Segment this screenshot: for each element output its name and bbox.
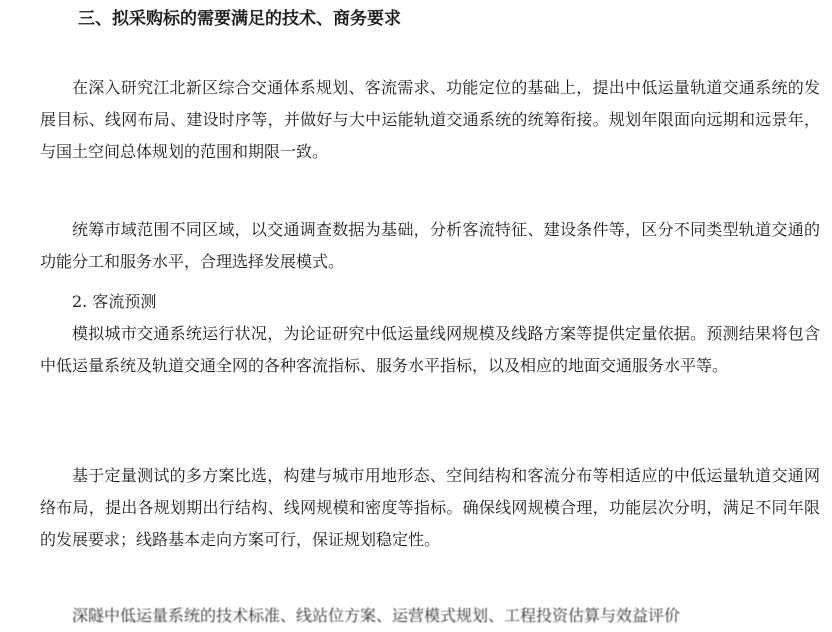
paragraph-network-layout: 基于定量测试的多方案比选，构建与城市用地形态、空间结构和客流分布等相适应的中低运量轨道交通网络布局，提出各规划期出行结构、线网规模和密度等指标。确保线网规模合理，功能层次分明，满足不同年限的发展要求；线路基本走向方案可行，保证规划稳定性。 xyxy=(40,466,820,549)
section-heading: 三、拟采购标的需要满足的技术、商务要求 xyxy=(78,9,401,29)
subheading-passenger-forecast: 2. 客流预测 xyxy=(72,292,157,311)
partially-visible-line: 深隧中低运量系统的技术标准、线站位方案、运营模式规划、工程投资估算与效益评价 xyxy=(72,606,681,625)
paragraph-planning-goals: 在深入研究江北新区综合交通体系规划、客流需求、功能定位的基础上，提出中低运量轨道交通系统的发展目标、线网布局、建设时序等，并做好与大中运能轨道交通系统的统筹衔接。规划年限面向远期和远景年，与国土空间总体规划的范围和期限一致。 xyxy=(40,78,820,161)
paragraph-traffic-simulation: 模拟城市交通系统运行状况，为论证研究中低运量线网规模及线路方案等提供定量依据。预测结果将包含中低运量系统及轨道交通全网的各种客流指标、服务水平指标，以及相应的地面交通服务水平等。 xyxy=(40,324,820,375)
paragraph-regional-coordination: 统筹市域范围不同区域，以交通调查数据为基础，分析客流特征、建设条件等，区分不同类型轨道交通的功能分工和服务水平，合理选择发展模式。 xyxy=(40,220,820,271)
